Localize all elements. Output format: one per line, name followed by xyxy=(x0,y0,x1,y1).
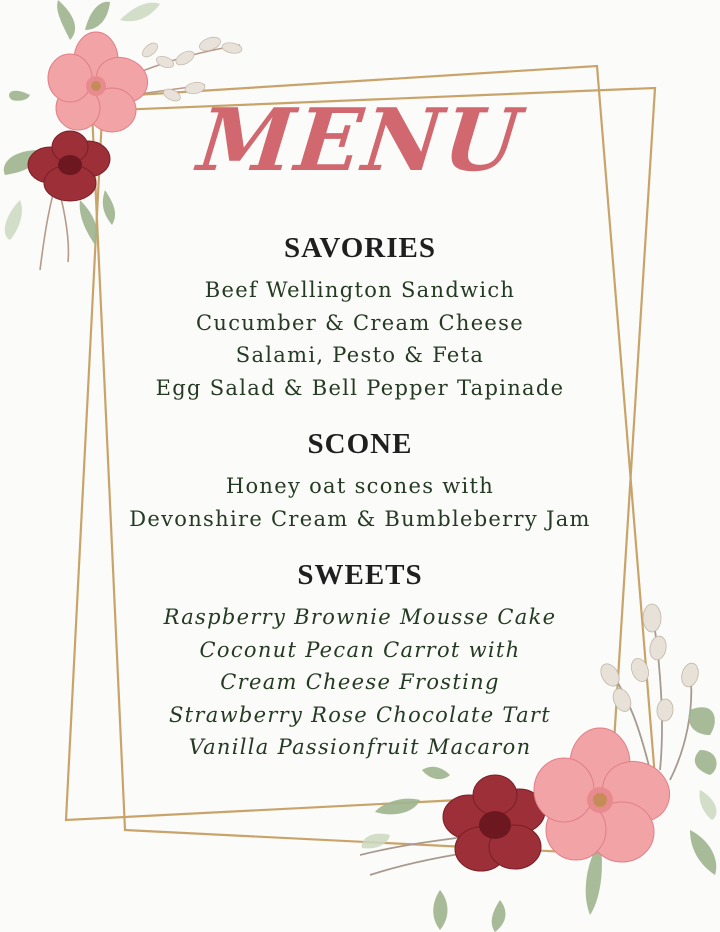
menu-item: Coconut Pecan Carrot with xyxy=(199,637,521,662)
menu-items-list xyxy=(0,470,720,535)
section-scone xyxy=(0,426,720,535)
menu-item: Cream Cheese Frosting xyxy=(220,670,500,694)
section-sweets xyxy=(0,557,720,764)
menu-item: Devonshire Cream & Bumbleberry Jam xyxy=(129,506,591,531)
section-heading: SCONE xyxy=(307,428,413,460)
menu-item: Vanilla Passionfruit Macaron xyxy=(188,735,532,759)
menu-item: Egg Salad & Bell Pepper Tapinade xyxy=(155,375,565,400)
section-heading: SAVORIES xyxy=(284,232,436,264)
menu-items-list xyxy=(0,601,720,764)
section-heading: SWEETS xyxy=(297,559,423,591)
section-savories xyxy=(0,230,720,404)
menu-item: Strawberry Rose Chocolate Tart xyxy=(169,702,551,727)
menu-item: Raspberry Brownie Mousse Cake xyxy=(163,605,557,629)
menu-item: Cucumber & Cream Cheese xyxy=(196,310,524,335)
menu-title: MENU xyxy=(193,90,527,191)
menu-item: Honey oat scones with xyxy=(225,474,495,498)
menu-items-list xyxy=(0,274,720,404)
menu-item: Beef Wellington Sandwich xyxy=(204,278,516,302)
menu-item: Salami, Pesto & Feta xyxy=(235,343,485,367)
